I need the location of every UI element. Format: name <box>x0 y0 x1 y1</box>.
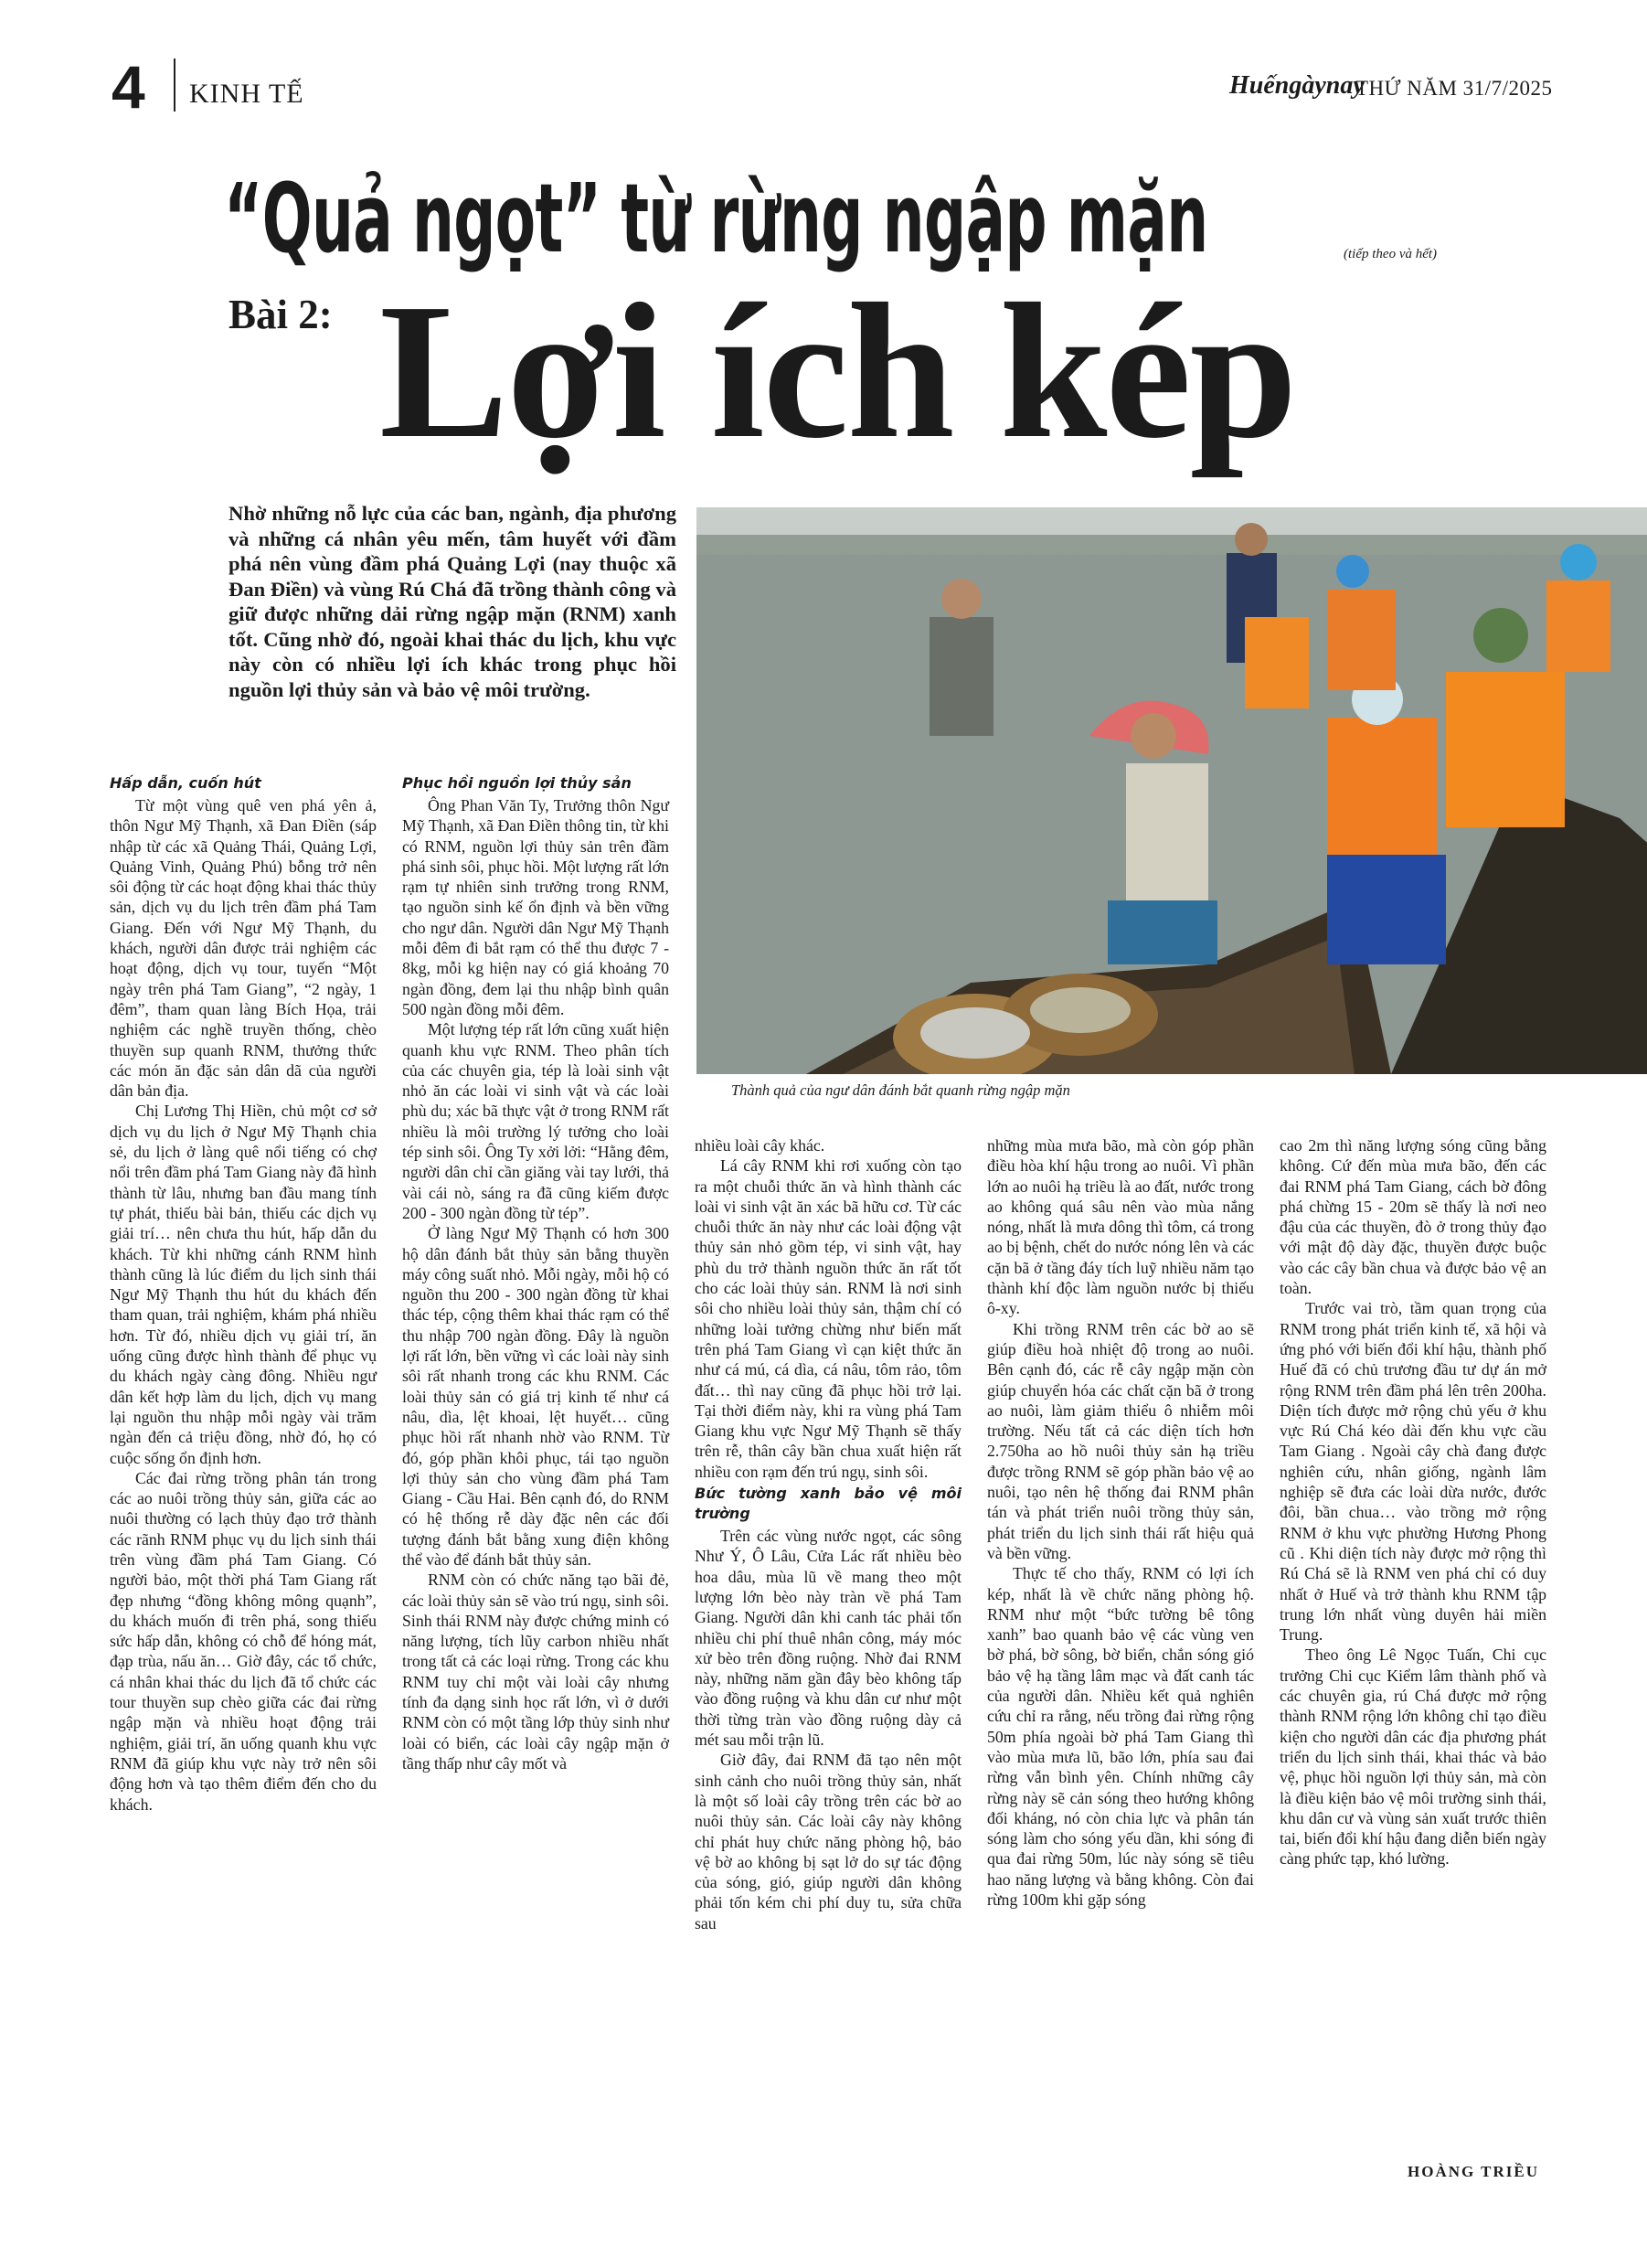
subheading: Hấp dẫn, cuốn hút <box>110 774 261 792</box>
paragraph: những mùa mưa bão, mà còn góp phần điều hòa khí hậu trong ao nuôi. Vì phần lớn ao nuôi hạ triều là ao đất, nước trong ao không quá sâu nên vào mùa nắng nóng, nhất là mưa dông thì tôm, cá trong ao bị bệnh, chết do nước nóng lên và các cặn bã ở tầng đáy tích luỹ nhiều năm tạo thành khí độc làm nguồn nước bị thiếu ô-xy. <box>987 1136 1254 1318</box>
issue-date: THỨ NĂM 31/7/2025 <box>1355 77 1553 100</box>
body-column-3 <box>695 1135 962 1933</box>
photo-caption: Thành quả của ngư dân đánh bắt quanh rừng ngập mặn <box>731 1081 1070 1099</box>
paragraph: Khi trồng RNM trên các bờ ao sẽ giúp điều hoà nhiệt độ trong ao nuôi. Bên cạnh đó, các rễ cây ngập mặn còn giúp chuyển hóa các chất cặn bã ở trong ao nuôi, làm giảm thiểu ô nhiễm môi trường. Nếu tất cả các diện tích hơn 2.750ha ao hồ nuôi thủy sản hạ triều được trồng RNM sẽ góp phần bảo vệ ao nuôi, tạo nên hệ thống đai RNM phân tán và phát triển nuôi trồng thủy sản, phát triển du lịch sinh thái rất hiệu quả và bền vững. <box>987 1319 1254 1562</box>
paragraph: Ở làng Ngư Mỹ Thạnh có hơn 300 hộ dân đánh bắt thủy sản bằng thuyền máy công suất nhỏ. Mỗi ngày, mỗi hộ có nguồn thu 200 - 300 ngàn đồng từ khai thác tép, cộng thêm khai thác rạm có thể thu nhập 700 ngàn đồng. Đây là nguồn lợi rất lớn, bền vững vì các loài này sinh sôi rất nhanh trong các khu RNM. Các loài thủy sản có giá trị kinh tế như cá nâu, dìa, lệt khoai, lệt huyết… cũng phục hồi rất nhanh nhờ vào RNM. Từ đó, góp phần khôi phục, tái tạo nguồn lợi thủy sản cho vùng đầm phá Tam Giang - Cầu Hai. Bên cạnh đó, do RNM có hệ thống rễ dày đặc nên các đối tượng đánh bắt bằng xung điện không thể vào để đánh bắt thủy sản. <box>402 1224 669 1569</box>
subheading: Phục hồi nguồn lợi thủy sản <box>402 774 632 792</box>
paragraph: nhiều loài cây khác. <box>695 1136 825 1155</box>
byline: HOÀNG TRIỀU <box>1408 2163 1540 2180</box>
photo-illustration <box>696 507 1647 1074</box>
paragraph: Một lượng tép rất lớn cũng xuất hiện quanh khu vực RNM. Theo phân tích của các chuyên gia, tép là loài sinh vật nhỏ ăn các loài vi sinh vật và các loài phù du; xác bã thực vật ở trong RNM rất nhiều là môi trường lý tưởng cho loài tép sinh sôi. Ông Ty xởi lởi: “Hằng đêm, người dân chỉ cần giăng vài tay lưới, thả vài cái nò, sáng ra đã cũng kiếm được 200 - 300 ngàn đồng từ tép”. <box>402 1020 669 1222</box>
body-column-4 <box>987 1135 1254 1910</box>
paragraph: Các đai rừng trồng phân tán trong các ao nuôi trồng thủy sản, giữa các ao nuôi thường có lạch thủy đạo trở thành các rãnh RNM phục vụ du lịch sinh thái trên vùng đầm phá Tam Giang. Có người bảo, một thời phá Tam Giang rất đẹp nhưng “đồng không mông quạnh”, du khách muốn đi trên phá, song thiếu sức hấp dẫn, không có chỗ để hóng mát, đạp trùa, nấu ăn… Giờ đây, các tổ chức, cá nhân khai thác du lịch đã tổ chức các tour thuyền sup chèo giữa các đai rừng ngập mặn và nhiều hoạt động trải nghiệm, giải trí, ăn uống quanh khu vực RNM đã giúp khu vực này trở nên sôi động hơn và tạo thêm điểm đến cho du khách. <box>110 1468 377 1814</box>
paragraph: Trên các vùng nước ngọt, các sông Như Ý, Ô Lâu, Cửa Lác rất nhiều bèo hoa dâu, mùa lũ về mang theo một lượng lớn bèo này tràn về phá Tam Giang. Người dân khi canh tác phải tốn nhiều chi phí thuê nhân công, máy móc xử bèo trên đồng ruộng. Nhờ đai RNM này, những năm gần đây bèo không tấp vào đồng ruộng và khu dân cư như một thời từng tràn vào đồng ruộng dày cả mét sau mỗi trận lũ. <box>695 1527 962 1750</box>
paragraph: Trước vai trò, tầm quan trọng của RNM trong phát triển kinh tế, xã hội và ứng phó với biến đổi khí hậu, thành phố Huế đã có chủ trương đầu tư dự án mở rộng RNM trên đầm phá lên trên 200ha. Diện tích được mở rộng chủ yếu ở khu vực Rú Chá kéo dài đến khu vực cầu Tam Giang . Ngoài cây chà đang được nghiên cứu, nhân giống, ngành lâm nghiệp sẽ đưa các loài dừa nước, đước đôi, bần chua… vào trồng mở rộng RNM ở khu vực phường Hương Phong cũ . Khi diện tích này được mở rộng thì Rú Chá sẽ là RNM ven phá chỉ có duy nhất ở Huế và trở thành khu RNM tập trung lớn nhất vùng duyên hải miền Trung. <box>1280 1299 1546 1645</box>
headline: Lợi ích kép <box>379 263 1296 478</box>
paragraph: Giờ đây, đai RNM đã tạo nên một sinh cảnh cho nuôi trồng thủy sản, nhất là một số loài cây trồng trên các bờ ao nuôi thủy sản. Các loài cây này không chỉ phát huy chức năng phòng hộ, bảo vệ bờ ao không bị sạt lở do sự tác động của sóng, gió, giúp người dân không phải tốn kém chi phí duy tu, sửa chữa sau <box>695 1751 962 1933</box>
subheading: Bức tường xanh bảo vệ môi trường <box>695 1485 962 1523</box>
paragraph: Chị Lương Thị Hiền, chủ một cơ sở dịch vụ du lịch ở Ngư Mỹ Thạnh chia sẻ, du lịch ở làng quê nổi tiếng có chợ nổi trên đầm phá Tam Giang này đã hình thành từ lâu, nhưng ban đầu mang tính tự phát, thiếu bài bản, thiếu các dịch vụ giải trí… nên chưa thu hút, hấp dẫn du khách. Từ khi những cánh RNM hình thành cũng là lúc điểm du lịch sinh thái Ngư Mỹ Thạnh thu hút du khách đến tham quan, trải nghiệm, khám phá nhiều hơn. Từ đó, nhiều dịch vụ giải trí, ăn uống cũng được hình thành để phục vụ du khách ngày càng đông. Nhiều ngư dân kết hợp làm du lịch, dịch vụ mang lại nguồn thu nhập mỗi ngày vài trăm ngàn đến cả triệu đồng, nhờ đó, họ có cuộc sống ổn định hơn. <box>110 1102 377 1467</box>
body-column-1 <box>110 772 377 1815</box>
article-kicker: “Quả ngọt” từ rừng ngập mặn <box>224 163 1208 274</box>
paragraph: RNM còn có chức năng tạo bãi đẻ, các loài thủy sản sẽ vào trú ngụ, sinh sôi. Sinh thái RNM này được chứng minh có năng lượng, tích lũy carbon nhiều nhất trong tất cả các loại rừng. Trong các khu RNM tuy chỉ một vài loài cây nhưng tính đa dạng sinh học rất lớn, vì ở dưới RNM còn có một tầng lớp thủy sinh như loài có biển, các loài cây ngập mặn ở tầng thấp như cây mốt và <box>402 1571 669 1773</box>
continuation-note: (tiếp theo và hết) <box>1344 247 1438 261</box>
paragraph: Thực tế cho thấy, RNM có lợi ích kép, nhất là về chức năng phòng hộ. RNM như một “bức tường bê tông xanh” bao quanh bảo vệ các vùng ven bờ phá, bờ sông, bờ biển, chắn sóng gió bảo vệ hạ tầng lâm mạc và đất canh tác của người dân. Nhiều kết quả nghiên cứu chỉ ra rằng, nếu trồng đai rừng rộng 50m phía ngoài bờ phá Tam Giang thì vào mùa mưa lũ, bão lớn, phía sau đai rừng vẫn bình yên. Chính những cây rừng này sẽ cản sóng theo hướng không đối kháng, nó còn chia lực và phân tán sóng làm cho sóng yếu dần, khi sóng đi qua đai rừng 50m, lúc này sóng sẽ tiêu hao năng lượng và bằng không. Còn đai rừng 100m khi gặp sóng <box>987 1564 1254 1909</box>
part-label: Bài 2: <box>228 292 333 337</box>
body-column-2 <box>402 772 669 1773</box>
article-lede: Nhờ những nỗ lực của các ban, ngành, địa phương và những cá nhân yêu mến, tâm huyết với đầm phá nên vùng đầm phá Quảng Lợi (nay thuộc xã Đan Điền) và vùng Rú Chá đã trồng thành công và giữ được những dải rừng ngập mặn (RNM) xanh tốt. Cũng nhờ đó, ngoài khai thác du lịch, khu vực này còn có nhiều lợi ích khác trong phục hồi nguồn lợi thủy sản và bảo vệ môi trường. <box>228 502 676 701</box>
paragraph: Ông Phan Văn Ty, Trưởng thôn Ngư Mỹ Thạnh, xã Đan Điền thông tin, từ khi có RNM, nguồn lợi thủy sản trên đầm phá sinh sôi, phục hồi. Một lượng rất lớn rạm tự nhiên sinh trưởng trong RNM, tạo nguồn sinh kế ổn định và bền vững cho ngư dân. Người dân Ngư Mỹ Thạnh mỗi đêm đi bắt rạm có thể thu được 7 - 8kg, mỗi kg hiện nay có giá khoảng 70 ngàn đồng, đem lại thu nhập bình quân 500 ngàn đồng mỗi đêm. <box>402 796 669 1018</box>
body-column-5 <box>1280 1135 1546 1869</box>
section-name: KINH TẾ <box>189 79 304 109</box>
paragraph: Theo ông Lê Ngọc Tuấn, Chi cục trưởng Chi cục Kiểm lâm thành phố và các chuyên gia, rú Chá được mở rộng thành RNM rộng lớn không chỉ tạo điều kiện cho người dân các địa phương phát triển du lịch sinh thái, khai thác và bảo vệ, phục hồi nguồn lợi thủy sản, mà còn là điều kiện bảo vệ môi trường sinh thái, khu dân cư và vùng sản xuất trước thiên tai, biến đổi khí hậu đang diễn biến ngày càng phức tạp, khó lường. <box>1280 1645 1546 1869</box>
masthead-logo: Huếngàynay <box>1229 71 1365 100</box>
section-divider <box>174 59 175 112</box>
paragraph: Từ một vùng quê ven phá yên ả, thôn Ngư Mỹ Thạnh, xã Đan Điền (sáp nhập từ các xã Quảng Thái, Quảng Lợi, Quảng Vinh, Quảng Phú) bỗng trở nên sôi động từ các hoạt động khai thác thủy sản, dịch vụ du lịch trên đầm phá Tam Giang. Đến với Ngư Mỹ Thạnh, du khách, người dân được trải nghiệm các hoạt động, dịch vụ tour, tuyến “Một ngày trên phá Tam Giang”, “2 ngày, 1 đêm”, tham quan làng Bích Họa, trải nghiệm các nghề truyền thống, chèo thuyền sup quanh RNM, thưởng thức các món ăn đặc sản dân dã của người dân bản địa. <box>110 796 377 1101</box>
photo-fishing-boat <box>696 507 1647 1074</box>
paragraph: cao 2m thì năng lượng sóng cũng bằng không. Cứ đến mùa mưa bão, đến các đai RNM phá Tam Giang, cách bờ đông phá chừng 15 - 20m sẽ thấy là nơi neo đậu của các thuyền, đò ở trong thủy đạo với mật độ dày đặc, thuyền được buộc vào các cây bần chua và được bảo vệ an toàn. <box>1280 1136 1546 1298</box>
paragraph: Lá cây RNM khi rơi xuống còn tạo ra một chuỗi thức ăn và hình thành các loài vi sinh vật ăn xác bã hữu cơ. Từ các chuỗi thức ăn này như các loài động vật thủy sản nhỏ gồm tép, vi sinh vật, hay phù du trở thành nguồn thức ăn rất tốt cho các loài thủy sản. RNM là nơi sinh sôi cho nhiều loài thủy sản, thậm chí có những loài tưởng chừng như biến mất trên phá Tam Giang vì cạn kiệt thức ăn như cá mú, cá dìa, cá nâu, tôm rảo, tôm đất… thì nay cũng đã phục hồi trở lại. Tại thời điểm này, khi ra vùng phá Tam Giang khu vực Ngư Mỹ Thạnh sẽ thấy trên rễ, thân cây bần chua xuất hiện rất nhiều con rạm đến trú ngụ, sinh sôi. <box>695 1156 962 1481</box>
page-number: 4 <box>112 53 145 121</box>
